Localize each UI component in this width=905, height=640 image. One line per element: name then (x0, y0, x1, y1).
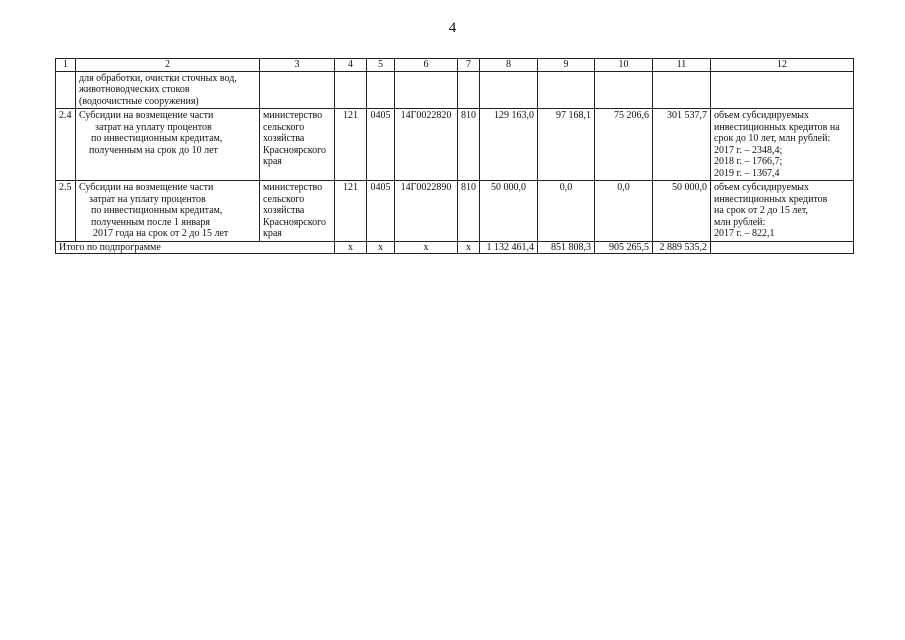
amount-2019: 75 206,6 (595, 109, 653, 181)
amount-2019: 905 265,5 (595, 241, 653, 254)
csr-code: 14Г0022890 (395, 181, 458, 242)
amount-2019 (595, 71, 653, 109)
measure-name-line: затрат на уплату процентов (95, 121, 212, 133)
measure-name (76, 71, 260, 109)
vr-code: x (458, 241, 480, 254)
column-header: 3 (260, 59, 335, 72)
csr-code (395, 71, 458, 109)
expected-result (711, 181, 854, 242)
csr-code: 14Г0022820 (395, 109, 458, 181)
amount-2018 (538, 71, 595, 109)
administrator (260, 181, 335, 242)
amount-2019: 0,0 (595, 181, 653, 242)
expected-result-line: инвестиционных кредитов на (714, 121, 840, 133)
expected-result-line: 2018 г. – 1766,7; (714, 156, 783, 167)
rzpr-code: 0405 (367, 109, 395, 181)
administrator-line: министерство (263, 182, 323, 193)
measure-name-line: животноводческих стоков (79, 84, 190, 95)
administrator-line: сельского (263, 121, 305, 133)
budget-table (55, 58, 854, 254)
amount-total: 2 889 535,2 (653, 241, 711, 254)
column-header: 8 (480, 59, 538, 72)
administrator-line: края (263, 228, 282, 239)
administrator (260, 71, 335, 109)
column-number-row (56, 59, 854, 72)
expected-result-line: инвестиционных кредитов (714, 193, 828, 205)
column-header: 12 (711, 59, 854, 72)
rzpr-code (367, 71, 395, 109)
administrator-line: Красноярского (263, 144, 326, 156)
measure-name-line: (водоочистные сооружения) (79, 95, 199, 107)
expected-result-line: 2017 г. – 822,1 (714, 228, 775, 239)
administrator-line: Красноярского (263, 216, 326, 228)
expected-result-line: 2019 г. – 1367,4 (714, 167, 780, 179)
administrator (260, 109, 335, 181)
measure-name-line: по инвестиционным кредитам, (91, 205, 223, 216)
expected-result-line: 2017 г. – 2348,4; (714, 144, 783, 156)
row-number: 2.5 (56, 181, 76, 242)
column-header: 9 (538, 59, 595, 72)
measure-name-line: полученным на срок до 10 лет (89, 144, 218, 156)
administrator-line: хозяйства (263, 133, 305, 144)
rzpr-code: 0405 (367, 181, 395, 242)
row-number (56, 71, 76, 109)
expected-result-line: срок до 10 лет, млн рублей: (714, 133, 831, 144)
measure-name-line: 2017 года на срок от 2 до 15 лет (93, 228, 229, 239)
measure-name-line: Субсидии на возмещение части (79, 182, 214, 193)
expected-result-line: объем субсидируемых (714, 182, 809, 193)
amount-2017: 1 132 461,4 (480, 241, 538, 254)
table-row (56, 109, 854, 181)
expected-result-line: объем субсидируемых (714, 110, 809, 121)
total-label: Итого по подпрограмме (56, 241, 335, 254)
column-header: 2 (76, 59, 260, 72)
column-header: 6 (395, 59, 458, 72)
vr-code: 810 (458, 109, 480, 181)
expected-result (711, 241, 854, 254)
column-header: 4 (335, 59, 367, 72)
expected-result (711, 109, 854, 181)
page-number: 4 (448, 20, 457, 36)
amount-2018: 97 168,1 (538, 109, 595, 181)
expected-result-line: млн рублей: (714, 216, 766, 228)
rzpr-code: x (367, 241, 395, 254)
column-header: 11 (653, 59, 711, 72)
measure-name-line: Субсидии на возмещение части (79, 110, 214, 121)
measure-name-line: для обработки, очистки сточных вод, (79, 72, 237, 84)
grbs-code (335, 71, 367, 109)
table-row (56, 71, 854, 109)
measure-name (76, 181, 260, 242)
vr-code (458, 71, 480, 109)
administrator-line: сельского (263, 193, 305, 205)
total-row (56, 241, 854, 254)
measure-name-line: полученным после 1 января (91, 216, 210, 228)
administrator-line: хозяйства (263, 205, 305, 216)
administrator-line: края (263, 156, 282, 167)
grbs-code: x (335, 241, 367, 254)
vr-code: 810 (458, 181, 480, 242)
column-header: 10 (595, 59, 653, 72)
column-header: 7 (458, 59, 480, 72)
amount-total (653, 71, 711, 109)
row-number: 2.4 (56, 109, 76, 181)
amount-total: 301 537,7 (653, 109, 711, 181)
table-row (56, 181, 854, 242)
measure-name-line: затрат на уплату процентов (89, 193, 206, 205)
amount-2017: 129 163,0 (480, 109, 538, 181)
column-header: 1 (56, 59, 76, 72)
grbs-code: 121 (335, 109, 367, 181)
amount-2017 (480, 71, 538, 109)
column-header: 5 (367, 59, 395, 72)
measure-name-line: по инвестиционным кредитам, (91, 133, 223, 144)
grbs-code: 121 (335, 181, 367, 242)
amount-2017: 50 000,0 (480, 181, 538, 242)
expected-result-line: на срок от 2 до 15 лет, (714, 205, 808, 216)
measure-name (76, 109, 260, 181)
expected-result (711, 71, 854, 109)
administrator-line: министерство (263, 110, 323, 121)
amount-2018: 0,0 (538, 181, 595, 242)
amount-total: 50 000,0 (653, 181, 711, 242)
csr-code: x (395, 241, 458, 254)
amount-2018: 851 808,3 (538, 241, 595, 254)
